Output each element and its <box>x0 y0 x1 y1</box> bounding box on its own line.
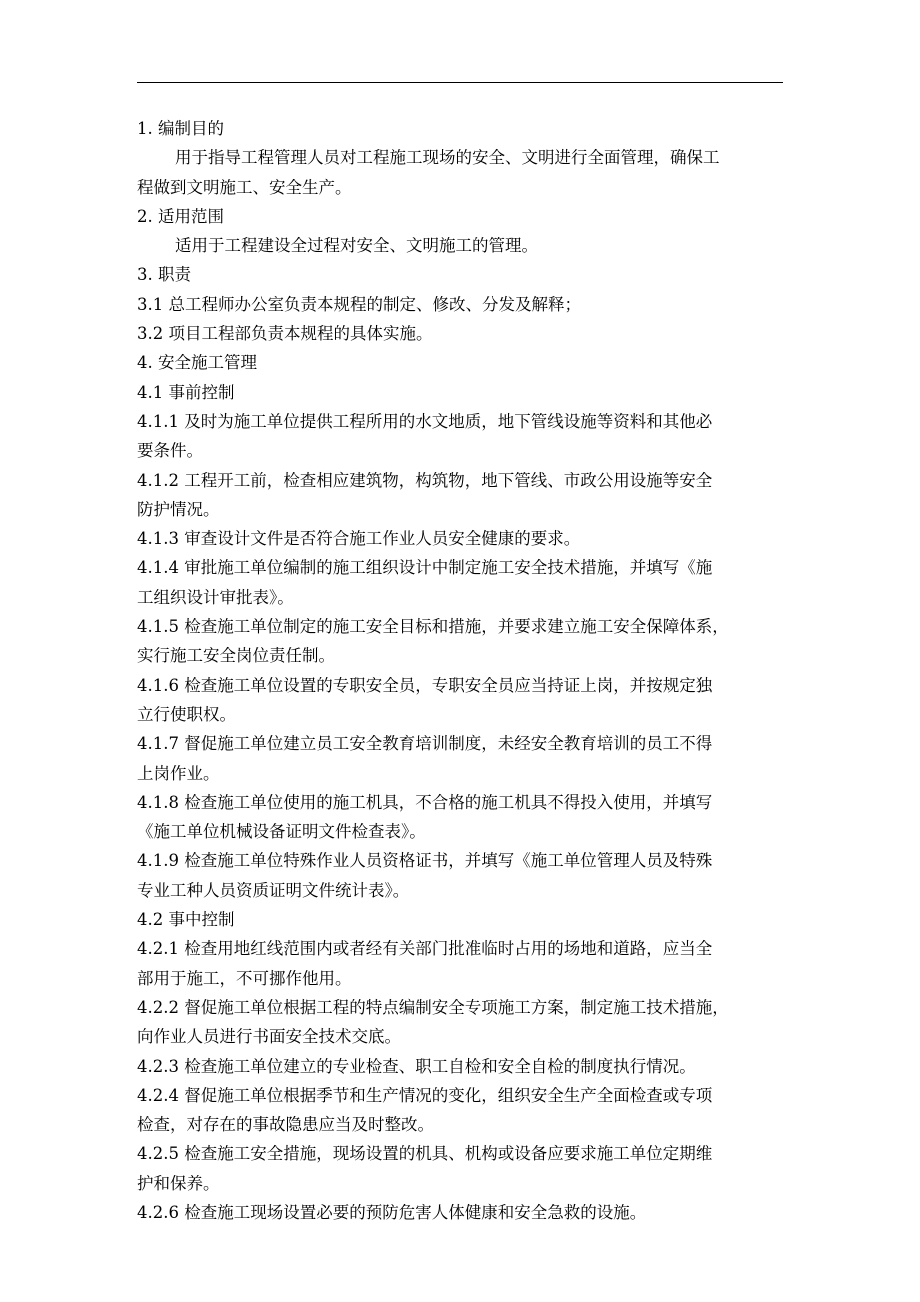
text-line: 护和保养。 <box>137 1173 220 1193</box>
text-line: 部用于施工，不可挪作他用。 <box>137 968 352 988</box>
text-line: 工组织设计审批表》。 <box>137 587 294 607</box>
text-line: 2. 适用范围 <box>137 206 224 226</box>
text-line: 4. 安全施工管理 <box>137 353 257 373</box>
document-body <box>137 114 783 1227</box>
text-line: 4.1.4 审批施工单位编制的施工组织设计中制定施工安全技术措施，并填写《施 <box>137 558 713 578</box>
text-line: 4.1.3 审查设计文件是否符合施工作业人员安全健康的要求。 <box>137 529 581 549</box>
text-line: 上岗作业。 <box>137 763 220 783</box>
text-line: 1. 编制目的 <box>137 119 224 138</box>
text-line: 4.1.1 及时为施工单位提供工程所用的水文地质，地下管线设施等资料和其他必 <box>137 411 713 431</box>
text-line: 检查，对存在的事故隐患应当及时整改。 <box>137 1115 434 1135</box>
text-line: 4.2.6 检查施工现场设置必要的预防危害人体健康和安全急救的设施。 <box>137 1202 647 1222</box>
text-line: 4.1 事前控制 <box>137 382 235 402</box>
text-line: 4.2.4 督促施工单位根据季节和生产情况的变化，组织安全生产全面检查或专项 <box>137 1085 713 1105</box>
text-line: 3.1 总工程师办公室负责本规程的制定、修改、分发及解释； <box>137 294 581 314</box>
text-line: 4.2.3 检查施工单位建立的专业检查、职工自检和安全自检的制度执行情况。 <box>137 1056 696 1076</box>
text-line: 适用于工程建设全过程对安全、文明施工的管理。 <box>175 236 538 256</box>
text-line: 程做到文明施工、安全生产。 <box>137 177 352 197</box>
text-line: 专业工种人员资质证明文件统计表》。 <box>137 880 410 900</box>
text-line: 4.2.5 检查施工安全措施，现场设置的机具、机构或设备应要求施工单位定期维 <box>137 1144 713 1164</box>
text-line: 4.1.7 督促施工单位建立员工安全教育培训制度，未经安全教育培训的员工不得 <box>137 734 713 754</box>
header-rule <box>137 82 783 83</box>
text-line: 《施工单位机械设备证明文件检查表》。 <box>137 822 426 842</box>
text-line: 4.1.8 检查施工单位使用的施工机具，不合格的施工机具不得投入使用，并填写 <box>137 792 713 812</box>
text-line: 4.2.1 检查用地红线范围内或者经有关部门批准临时占用的场地和道路，应当全 <box>137 939 713 959</box>
text-line: 实行施工安全岗位责任制。 <box>137 646 335 666</box>
text-line: 向作业人员进行书面安全技术交底。 <box>137 1027 401 1047</box>
text-line: 用于指导工程管理人员对工程施工现场的安全、文明进行全面管理，确保工 <box>175 148 720 168</box>
text-line: 4.1.9 检查施工单位特殊作业人员资格证书，并填写《施工单位管理人员及特殊 <box>137 851 713 871</box>
text-line: 3.2 项目工程部负责本规程的具体实施。 <box>137 324 433 344</box>
text-line: 4.1.6 检查施工单位设置的专职安全员，专职安全员应当持证上岗，并按规定独 <box>137 675 713 695</box>
text-line: 4.2 事中控制 <box>137 910 235 930</box>
text-line: 3. 职责 <box>137 265 191 285</box>
text-line: 4.1.5 检查施工单位制定的施工安全目标和措施，并要求建立施工安全保障体系， <box>137 617 729 637</box>
text-line: 立行使职权。 <box>137 704 236 724</box>
text-line: 要条件。 <box>137 441 203 461</box>
text-line: 4.1.2 工程开工前，检查相应建筑物，构筑物，地下管线、市政公用设施等安全 <box>137 470 713 490</box>
text-line: 防护情况。 <box>137 499 220 519</box>
text-line: 4.2.2 督促施工单位根据工程的特点编制安全专项施工方案，制定施工技术措施， <box>137 997 729 1017</box>
